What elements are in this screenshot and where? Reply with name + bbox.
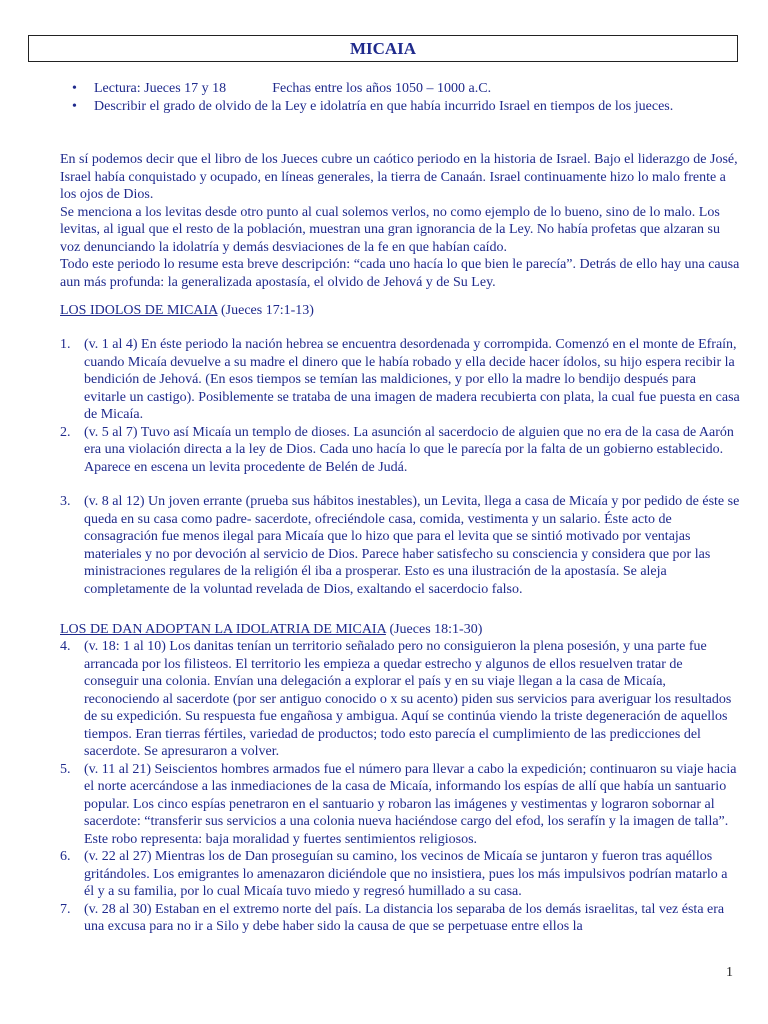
item-text: (v. 18: 1 al 10) Los danitas tenían un territorio señalado pero no consiguieron la plena posesión, y una parte fue arrancada por los filisteos. El territorio les empieza a quedar estrecho y algunos de ellos resuelven tratar de conseguir una colonia. Envían una delegación a explorar el país y en su viaje llegan a la casa de Micaía, reconociendo al sacerdote (por ser antiguo conocido o x su acento) piden sus servicios para averiguar los resultados de su expedición. Su respuesta fue engañosa y ambigua. Aquí se continúa viendo la triste degeneración de aquellos tiempos. Eran tierras fértiles, variedad de productos; todo esto parecía el cumplimiento de las predicciones del sacerdote. Se apresuraron a volver.	[84, 639, 732, 759]
intro-paragraph: En sí podemos decir que el libro de los Jueces cubre un caótico periodo en la historia de Israel. Bajo el liderazgo de José, Israel había conquistado y ocupado, en líneas generales, la tierra de Canaán. Israel continuamente hizo lo malo frente a los ojos de Dios.	[60, 152, 738, 202]
section-reference: (Jueces 18:1-30)	[385, 622, 483, 637]
section-heading-1	[60, 302, 740, 320]
page-number: 1	[726, 965, 733, 980]
item-number: 3.	[60, 494, 71, 509]
item-text: (v. 22 al 27) Mientras los de Dan proseguían su camino, los vecinos de Micaía se juntaron y fueron tras aquéllos gritándoles. Los emigrantes lo amenazaron diciéndole que no insistiera, pues los más impulsivos podrían matarlo a él y a su familia, por lo cual Micaía tuvo miedo y regresó humillado a su casa.	[84, 849, 728, 899]
bullet-dot-icon: •	[72, 98, 77, 114]
item-number: 6.	[60, 849, 71, 864]
numbered-item	[60, 848, 740, 901]
item-text: (v. 28 al 30) Estaban en el extremo norte del país. La distancia los separaba de los demás israelitas, tal vez ésta era una excusa para no ir a Silo y debe haber sido la causa de que se perpetuase entre ellos la	[84, 901, 725, 934]
section-1-list	[60, 336, 740, 598]
numbered-item	[60, 638, 740, 761]
item-text: (v. 11 al 21) Seiscientos hombres armados fue el número para llevar a cabo la expedición; continuaron su viaje hacia el norte acercándose a las inmediaciones de la casa de Micaía, informando los espías de allí que había un santuario popular. Los cinco espías penetraron en el santuario y robaron las imágenes y vestimentas y lograron sobornar al sacerdote: “transferir sus servicios a una colonia nueva haciéndose cargo del efod, los serafín y la imagen de talla”. Este robo representa: baja moralidad y fuertes sentimientos religiosos.	[84, 761, 737, 847]
intro-paragraph: Se menciona a los levitas desde otro punto al cual solemos verlos, no como ejemplo de lo bueno, sino de lo malo. Los levitas, al igual que el resto de la población, muestran una gran ignorancia de la Ley. No había profetas que alzaran su voz denunciando la idolatría y demás desviaciones de la fe en que habían caído.	[60, 204, 720, 255]
item-number: 1.	[60, 337, 71, 352]
item-text: (v. 1 al 4) En éste periodo la nación hebrea se encuentra desordenada y corrompida. Comenzó en el monte de Efraín, cuando Micaía devuelve a su madre el dinero que le había robado y ella decide hacer ídolos, su hijo espera recibir la bendición de Jehová. (En esos tiempos se temían las maldiciones, y por ello la madre lo bendijo después para evitarle un castigo). Posiblemente se trataba de una imagen de madera recubierta con plata, la cual fue puesta en casa de Micaía.	[84, 337, 740, 422]
section-reference: (Jueces 17:1-13)	[217, 303, 314, 318]
document-title: MICAIA	[28, 35, 738, 62]
numbered-item	[60, 901, 740, 936]
bullet-list	[60, 80, 720, 115]
bullet-item	[60, 98, 720, 116]
section-2-list	[60, 638, 740, 936]
item-text: (v. 8 al 12) Un joven errante (prueba sus hábitos inestables), un Levita, llega a casa de Micaía y por pedido de éste se queda en su casa como padre- sacerdote, ofreciéndole casa, comida, vestimenta y un salario. Éste acto de consagración fue menos ilegal para Micaía que lo hizo que para el levita que se sintió motivado por ventajas materiales y no por devoción al servicio de Dios. Parece haber satisfecho su consciencia y considera que por las ministraciones regulares de la religión él iba a prosperar. Esto es una ilustración de la apostasía. Se aleja completamente de la voluntad revelada de Dios, exaltando el sacerdocio falso.	[84, 494, 740, 597]
numbered-item	[60, 493, 740, 598]
numbered-item	[60, 336, 740, 424]
item-number: 5.	[60, 761, 71, 777]
bullet-item	[60, 80, 720, 98]
item-number: 7.	[60, 901, 71, 917]
section-heading-2	[60, 621, 740, 639]
item-number: 4.	[60, 639, 71, 654]
bullet-extra: Fechas entre los años 1050 – 1000 a.C.	[272, 81, 492, 96]
bullet-lead: Lectura: Jueces 17 y 18	[94, 81, 227, 96]
bullet-lead: Describir el grado de olvido de la Ley e idolatría en que había incurrido Israel en tiempos de los jueces.	[94, 98, 674, 114]
intro-paragraph: Todo este periodo lo resume esta breve descripción: “cada uno hacía lo que bien le parecía”. Detrás de ello hay una causa aun más profunda: la generalizada apostasía, el olvido de Jehová y de Su Ley.	[60, 257, 740, 290]
bullet-dot-icon: •	[72, 81, 77, 96]
item-text: (v. 5 al 7) Tuvo así Micaía un templo de dioses. La asunción al sacerdocio de alguien que no era de la casa de Aarón era una violación directa a la ley de Dios. Cada uno hacía lo que le parecía por la falta de un gobierno establecido. Aparece en escena un levita procedente de Belén de Judá.	[84, 424, 734, 475]
section-title: LOS DE DAN ADOPTAN LA IDOLATRIA DE MICAIA	[60, 622, 386, 637]
intro-paragraphs	[60, 151, 740, 291]
numbered-item	[60, 424, 740, 477]
section-title: LOS IDOLOS DE MICAIA	[60, 303, 218, 318]
numbered-item	[60, 761, 740, 849]
item-number: 2.	[60, 424, 71, 440]
